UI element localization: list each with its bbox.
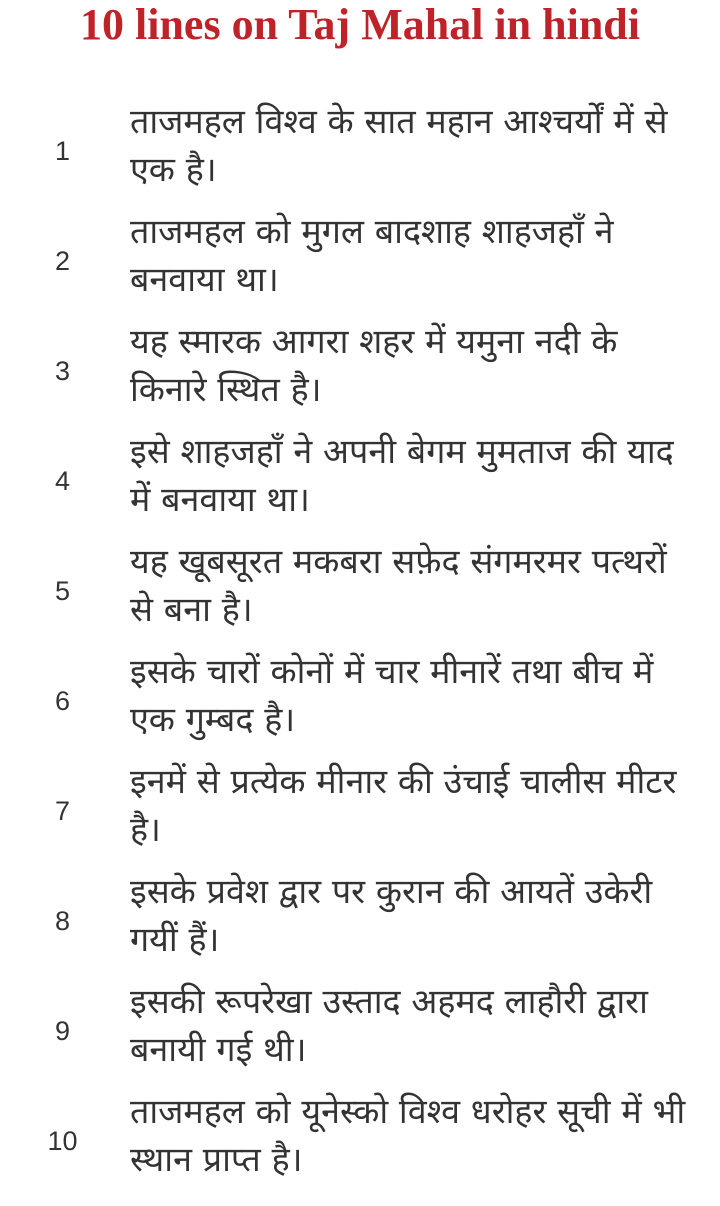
item-number: 9	[54, 1015, 71, 1046]
item-number: 8	[54, 905, 71, 936]
item-number: 2	[54, 245, 71, 276]
item-text: इसके चारों कोनों में चार मीनारें तथा बीच में एक गुम्बद है।	[130, 652, 654, 740]
item-number: 1	[54, 135, 71, 166]
list-item	[0, 1086, 720, 1196]
item-text: ताजमहल को यूनेस्को विश्व धरोहर सूची में भी स्थान प्राप्त है।	[130, 1092, 686, 1180]
list-item	[0, 206, 720, 316]
list-item	[0, 976, 720, 1086]
item-number: 7	[54, 795, 71, 826]
list-item	[0, 426, 720, 536]
list-item	[0, 96, 720, 206]
item-text: इसे शाहजहाँ ने अपनी बेगम मुमताज की याद में बनवाया था।	[130, 432, 674, 520]
list-item	[0, 536, 720, 646]
page-title: 10 lines on Taj Mahal in hindi	[80, 0, 640, 49]
item-number: 3	[54, 355, 71, 386]
item-number: 4	[54, 465, 71, 496]
item-text: इसकी रूपरेखा उस्ताद अहमद लाहौरी द्वारा बनायी गई थी।	[130, 982, 648, 1070]
item-text: इसके प्रवेश द्वार पर कुरान की आयतें उकेरी गयीं हैं।	[130, 872, 653, 960]
item-number: 10	[47, 1125, 78, 1156]
item-text: यह खूबसूरत मकबरा सफ़ेद संगमरमर पत्थरों से बना है।	[130, 542, 667, 630]
item-number: 6	[54, 685, 71, 716]
list-item	[0, 646, 720, 756]
item-number: 5	[54, 575, 71, 606]
item-text: ताजमहल को मुगल बादशाह शाहजहाँ ने बनवाया था।	[130, 212, 614, 300]
list-item	[0, 316, 720, 426]
item-text: ताजमहल विश्व के सात महान आश्चर्यों में से एक है।	[130, 102, 668, 190]
numbered-list	[0, 96, 720, 1196]
item-text: इनमें से प्रत्येक मीनार की उंचाई चालीस मीटर है।	[130, 762, 677, 850]
list-item	[0, 866, 720, 976]
list-item	[0, 756, 720, 866]
item-text: यह स्मारक आगरा शहर में यमुना नदी के किनारे स्थित है।	[130, 322, 618, 410]
